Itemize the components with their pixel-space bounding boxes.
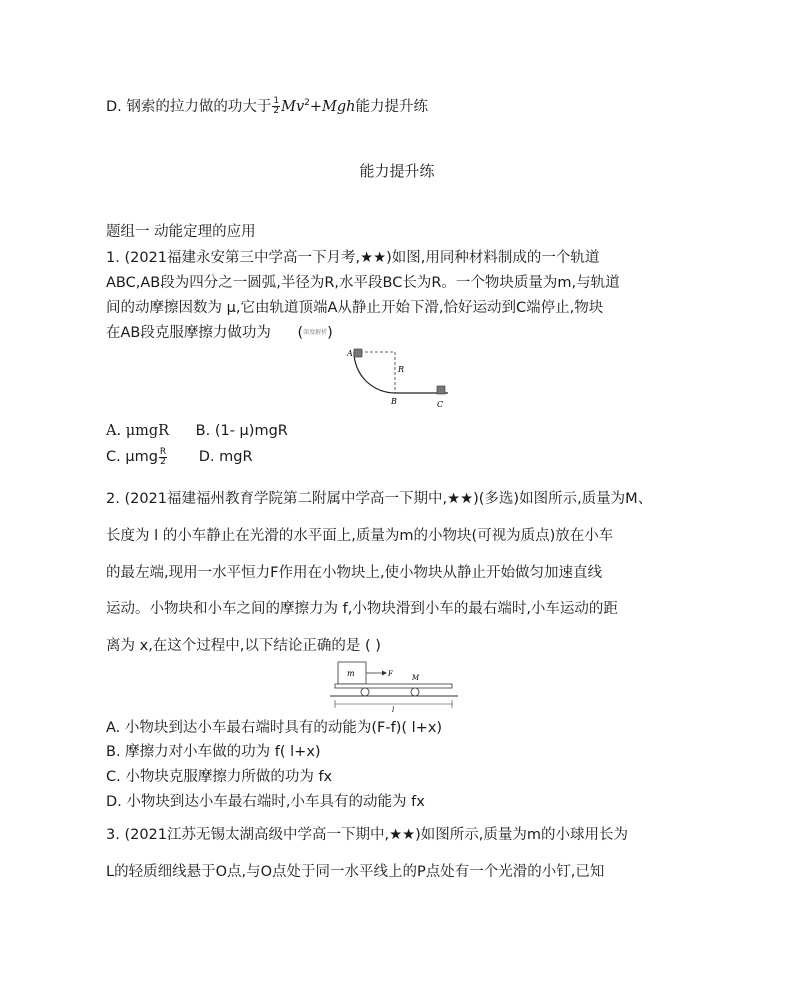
label-big-m: M — [412, 674, 420, 682]
q2-line3: 的最左端,现用一水平恒力F作用在小物块上,使小物块从静止开始做匀加速直线 — [106, 565, 603, 581]
q1-line1: 1. (2021福建永安第三中学高一下月考,★★)如图,用同种材料制成的一个轨道 — [106, 250, 600, 266]
q1-line4: 在AB段克服摩擦力做功为 (深度解析) — [106, 325, 333, 341]
label-f: F — [388, 670, 393, 678]
q1-options-cd: C. μmg $\frac{R}{2}$ D. mgR — [106, 446, 253, 467]
q1-options-ab: A. μmgR B. (1- μ)mgR — [106, 423, 288, 439]
q2-option-a: A. 小物块到达小车最右端时具有的动能为(F-f)( l+x) — [106, 720, 443, 736]
group-title: 题组一 动能定理的应用 — [106, 224, 256, 240]
label-a: A — [347, 349, 353, 358]
fraction-half: $\frac{1}{2}$ — [273, 96, 280, 117]
wheel-right — [411, 688, 419, 696]
force-arrowhead — [382, 671, 387, 676]
label-b: B — [391, 397, 397, 406]
q3-line1: 3. (2021江苏无锡太湖高级中学高一下期中,★★)如图所示,质量为m的小球用长为 — [106, 827, 628, 843]
q2-cart-figure — [330, 660, 460, 715]
cart-body — [335, 684, 452, 688]
q2-line5: 离为 x,在这个过程中,以下结论正确的是 ( ) — [106, 638, 381, 654]
q2-option-b: B. 摩擦力对小车做的功为 f( l+x) — [106, 744, 321, 760]
q1-line3: 间的动摩擦因数为 μ,它由轨道顶端A从静止开始下滑,恰好运动到C端停止,物块 — [106, 300, 604, 316]
q3-line2: L的轻质细线悬于O点,与O点处于同一水平线上的P点处有一个光滑的小钉,已知 — [106, 864, 605, 880]
q2-line4: 运动。小物块和小车之间的摩擦力为 f,小物块滑到小车的最右端时,小车运动的距 — [106, 601, 618, 617]
q2-option-c: C. 小物块克服摩擦力所做的功为 fx — [106, 769, 333, 785]
label-r: R — [398, 365, 405, 374]
label-l: l — [392, 706, 395, 714]
arc-track — [354, 352, 395, 393]
block-c — [437, 386, 445, 394]
section-heading: 能力提升练 — [359, 162, 435, 180]
q1-track-figure — [340, 345, 460, 413]
q1-line2: ABC,AB段为四分之一圆弧,半径为R,水平段BC长为R。一个物块质量为m,与轨道 — [106, 275, 620, 291]
label-m: m — [347, 669, 355, 678]
q2-option-d: D. 小物块到达小车最右端时,小车具有的动能为 fx — [106, 794, 425, 810]
block-a — [354, 349, 362, 357]
q2-line1: 2. (2021福建福州教育学院第二附属中学高一下期中,★★)(多选)如图所示,质量为M、 — [106, 491, 653, 507]
option-d-line: D. 钢索的拉力做的功大于 $\frac{1}{2}$ $Mv^2+Mgh$能力提升练 — [106, 96, 429, 117]
wheel-left — [361, 688, 369, 696]
q2-line2: 长度为 l 的小车静止在光滑的水平面上,质量为m的小物块(可视为质点)放在小车 — [106, 528, 614, 544]
label-c: C — [437, 400, 444, 409]
